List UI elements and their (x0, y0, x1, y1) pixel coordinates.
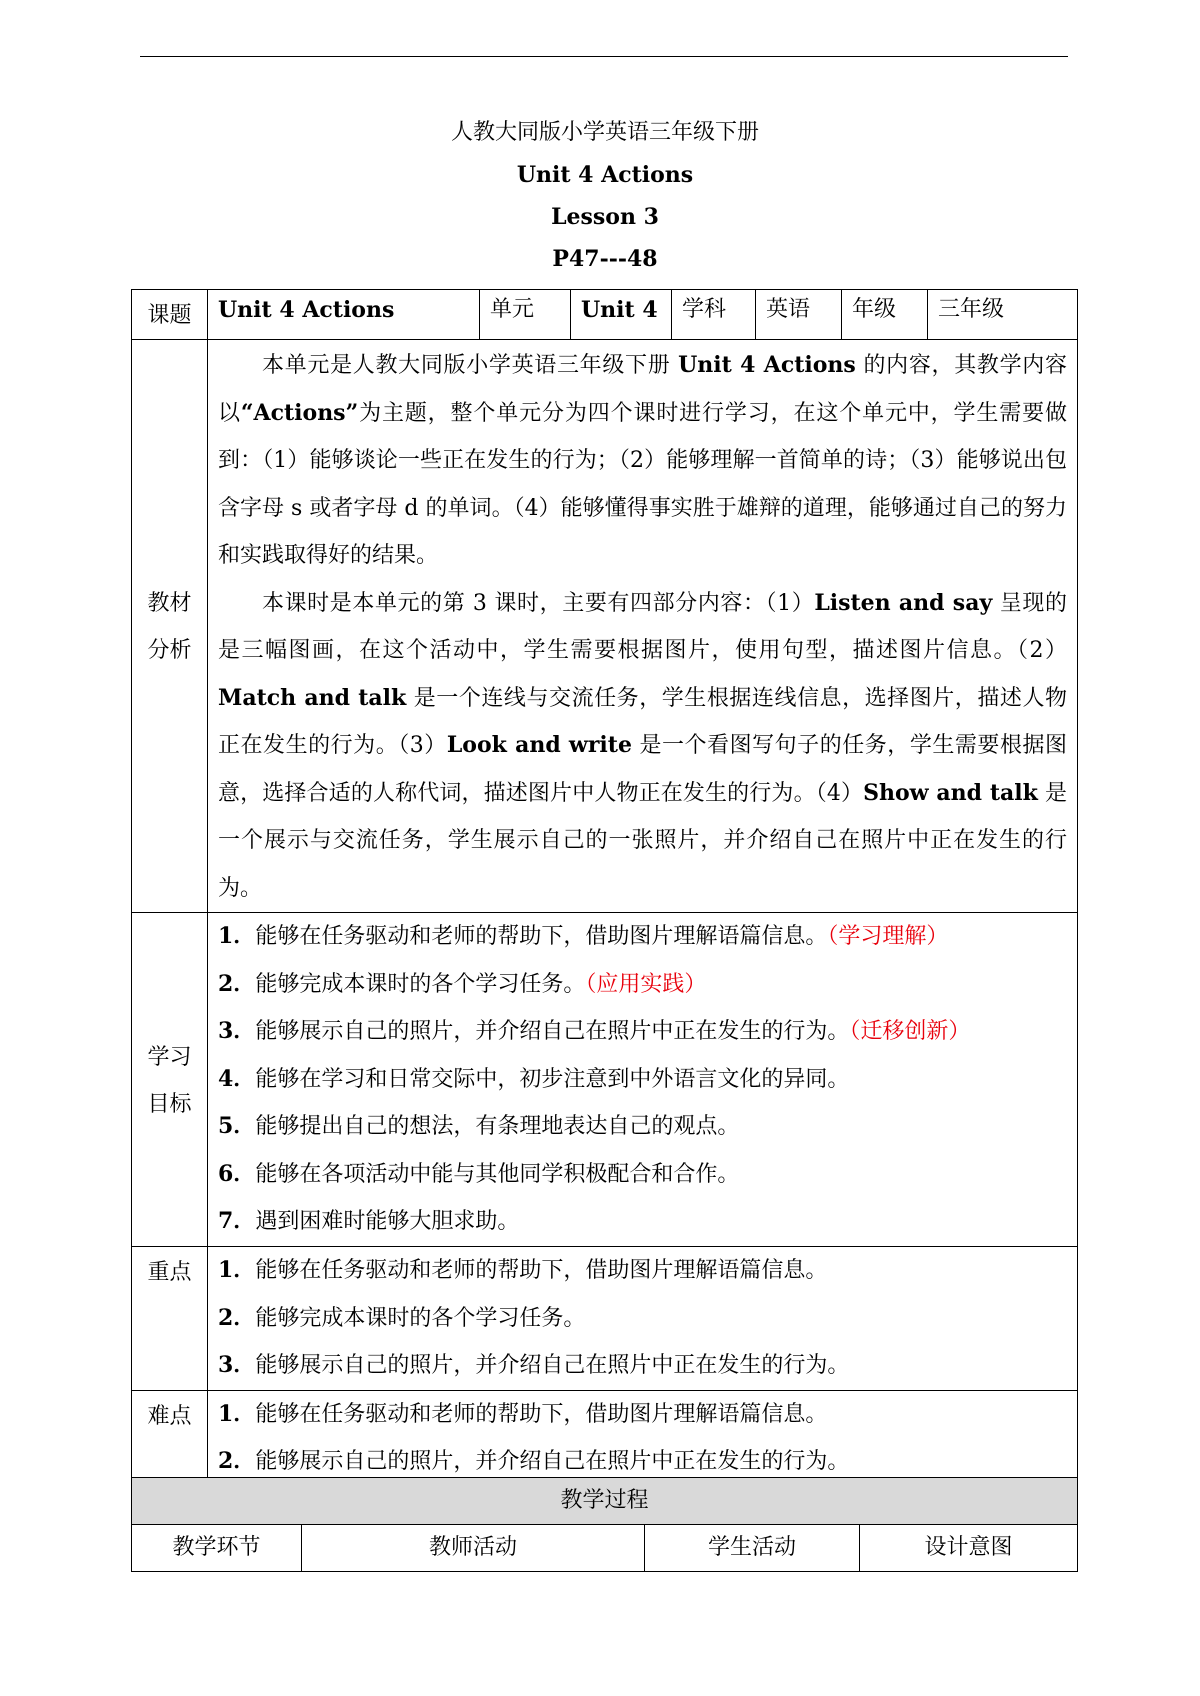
analysis-label-text: 教材分析 (147, 591, 192, 663)
key-points-row (132, 1247, 1078, 1391)
objective-item: 6．能够在各项活动中能与其他同学积极配合和合作。 (218, 1160, 740, 1187)
difficulties-row (132, 1390, 1078, 1486)
objectives-list (208, 913, 1078, 1247)
topic-label: 课题 (132, 290, 208, 340)
difficulties-label: 难点 (132, 1390, 208, 1486)
lesson-plan-table (131, 289, 1078, 1487)
unit-value: Unit 4 (571, 290, 672, 340)
column-header-design-intent: 设计意图 (860, 1525, 1078, 1572)
process-title: 教学过程 (132, 1478, 1078, 1525)
objectives-row (132, 913, 1078, 1247)
unit-label: 单元 (480, 290, 571, 340)
unit-title: Unit 4 Actions (516, 162, 694, 188)
difficulties-list (208, 1390, 1078, 1486)
analysis-content (208, 340, 1078, 913)
lesson-title: Lesson 3 (551, 204, 659, 230)
analysis-paragraph-2: 本课时是本单元的第 3 课时，主要有四部分内容：（1）Listen and say 呈现的是三幅图画，在这个活动中，学生需要根据图片，使用句型，描述图片信息。（2）Match and talk 是一个连线与交流任务，学生根据连线信息，选择图片，描述人物正在发生的行为。（3）Look and write 是一个看图写句子的任务，学生需要根据图意，选择合适的人称代词，描述图片中人物正在发生的行为。（4）Show and talk 是一个展示与交流任务，学生展示自己的一张照片，并介绍自己在照片中正在发生的行为。 (218, 589, 1068, 901)
analysis-label (132, 340, 208, 913)
objective-item: 2．能够完成本课时的各个学习任务。（应用实践） (218, 970, 707, 997)
objective-item: 5．能够提出自己的想法，有条理地表达自己的观点。 (218, 1113, 740, 1139)
grade-label: 年级 (842, 290, 928, 340)
key-point-item: 1．能够在任务驱动和老师的帮助下，借助图片理解语篇信息。 (218, 1257, 828, 1283)
process-header-row (132, 1525, 1078, 1572)
difficulty-item: 1．能够在任务驱动和老师的帮助下，借助图片理解语篇信息。 (218, 1400, 828, 1427)
objective-item: 1．能够在任务驱动和老师的帮助下，借助图片理解语篇信息。（学习理解） (218, 923, 949, 949)
objectives-label: 学习 目标 (132, 913, 208, 1247)
column-header-teacher-activity: 教师活动 (302, 1525, 645, 1572)
difficulty-item: 2．能够展示自己的照片，并介绍自己在照片中正在发生的行为。 (218, 1448, 850, 1474)
objective-item: 3．能够展示自己的照片，并介绍自己在照片中正在发生的行为。（迁移创新） (218, 1018, 971, 1044)
key-point-item: 3．能够展示自己的照片，并介绍自己在照片中正在发生的行为。 (218, 1352, 850, 1378)
document-title: 人教大同版小学英语三年级下册 (450, 120, 759, 145)
objective-item: 4．能够在学习和日常交际中，初步注意到中外语言文化的异同。 (218, 1065, 850, 1092)
grade-value: 三年级 (928, 290, 1078, 340)
info-row (132, 290, 1078, 340)
key-points-label: 重点 (132, 1247, 208, 1391)
topic-value: Unit 4 Actions (208, 290, 480, 340)
objective-item: 7．遇到困难时能够大胆求助。 (218, 1208, 520, 1234)
subject-label: 学科 (672, 290, 756, 340)
page-range: P47---48 (552, 246, 658, 272)
analysis-row (132, 340, 1078, 913)
process-title-row (132, 1478, 1078, 1525)
column-header-student-activity: 学生活动 (645, 1525, 860, 1572)
teaching-process-table (131, 1477, 1078, 1572)
key-point-item: 2．能够完成本课时的各个学习任务。 (218, 1304, 586, 1331)
column-header-stage: 教学环节 (132, 1525, 302, 1572)
key-points-list (208, 1247, 1078, 1391)
header-rule (140, 56, 1068, 57)
document-headings (0, 112, 1200, 280)
analysis-paragraph-1: 本单元是人教大同版小学英语三年级下册 Unit 4 Actions 的内容，其教学内容以“Actions”为主题，整个单元分为四个课时进行学习，在这个单元中，学生需要做到：（1）能够谈论一些正在发生的行为；（2）能够理解一首简单的诗；（3）能够说出包含字母 s 或者字母 d 的单词。（4）能够懂得事实胜于雄辩的道理，能够通过自己的努力和实践取得好的结果。 (218, 352, 1067, 568)
subject-value: 英语 (756, 290, 842, 340)
